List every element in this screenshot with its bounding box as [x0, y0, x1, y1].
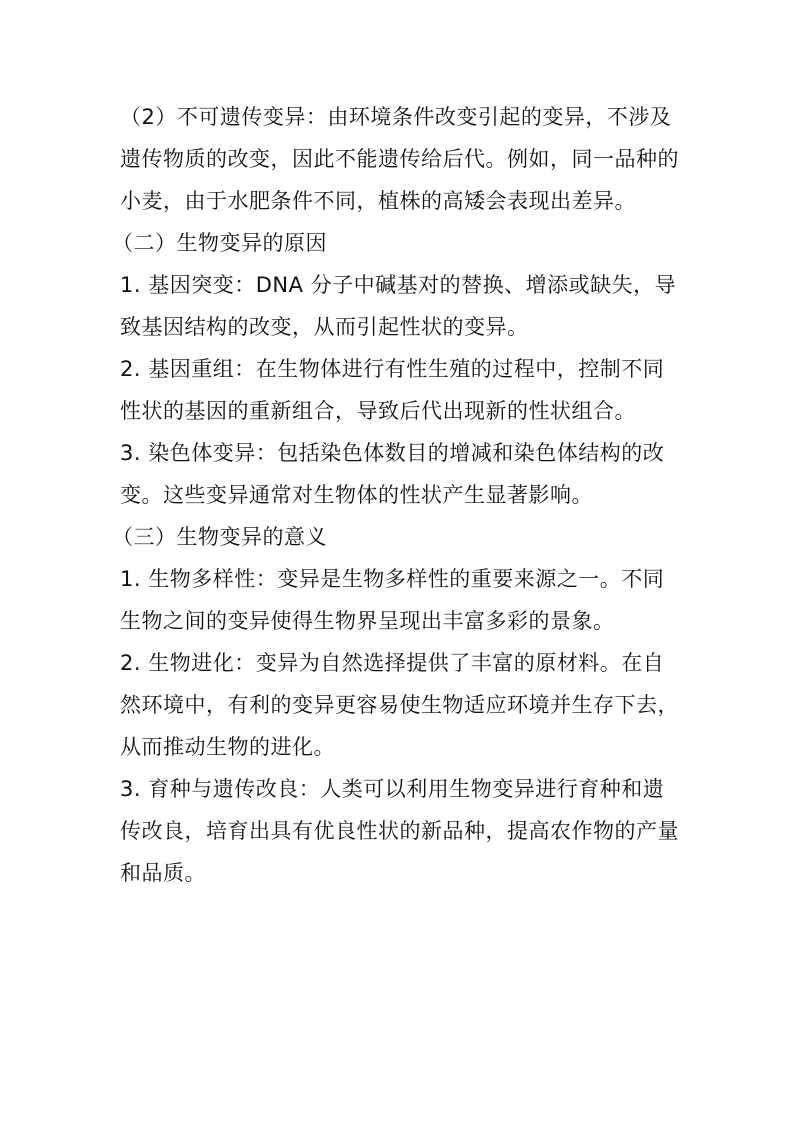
- heading-causes-of-variation: （二）生物变异的原因: [112, 231, 327, 255]
- document-content: [112, 96, 680, 894]
- paragraph-chromosome-variation: 3. 染色体变异：包括染色体数目的增减和染色体结构的改变。这些变异通常对生物体的性状产生显著影响。: [120, 441, 665, 507]
- paragraph-breeding-and-genetic-improvement: 3. 育种与遗传改良：人类可以利用生物变异进行育种和遗传改良，培育出具有优良性状的新品种，提高农作物的产量和品质。: [120, 777, 679, 885]
- paragraph-gene-mutation: 1. 基因突变：DNA 分子中碱基对的替换、增添或缺失，导致基因结构的改变，从而引起性状的变异。: [120, 273, 677, 339]
- heading-significance-of-variation: （三）生物变异的意义: [112, 525, 327, 549]
- paragraph-non-heritable-variation: （2）不可遗传变异：由环境条件改变引起的变异，不涉及遗传物质的改变，因此不能遗传给后代。例如，同一品种的小麦，由于水肥条件不同，植株的高矮会表现出差异。: [120, 105, 679, 213]
- paragraph-gene-recombination: 2. 基因重组：在生物体进行有性生殖的过程中，控制不同性状的基因的重新组合，导致后代出现新的性状组合。: [120, 357, 665, 423]
- paragraph-biodiversity: 1. 生物多样性：变异是生物多样性的重要来源之一。不同生物之间的变异使得生物界呈现出丰富多彩的景象。: [120, 567, 665, 633]
- paragraph-biological-evolution: 2. 生物进化：变异为自然选择提供了丰富的原材料。在自然环境中，有利的变异更容易使生物适应环境并生存下去，从而推动生物的进化。: [120, 651, 679, 759]
